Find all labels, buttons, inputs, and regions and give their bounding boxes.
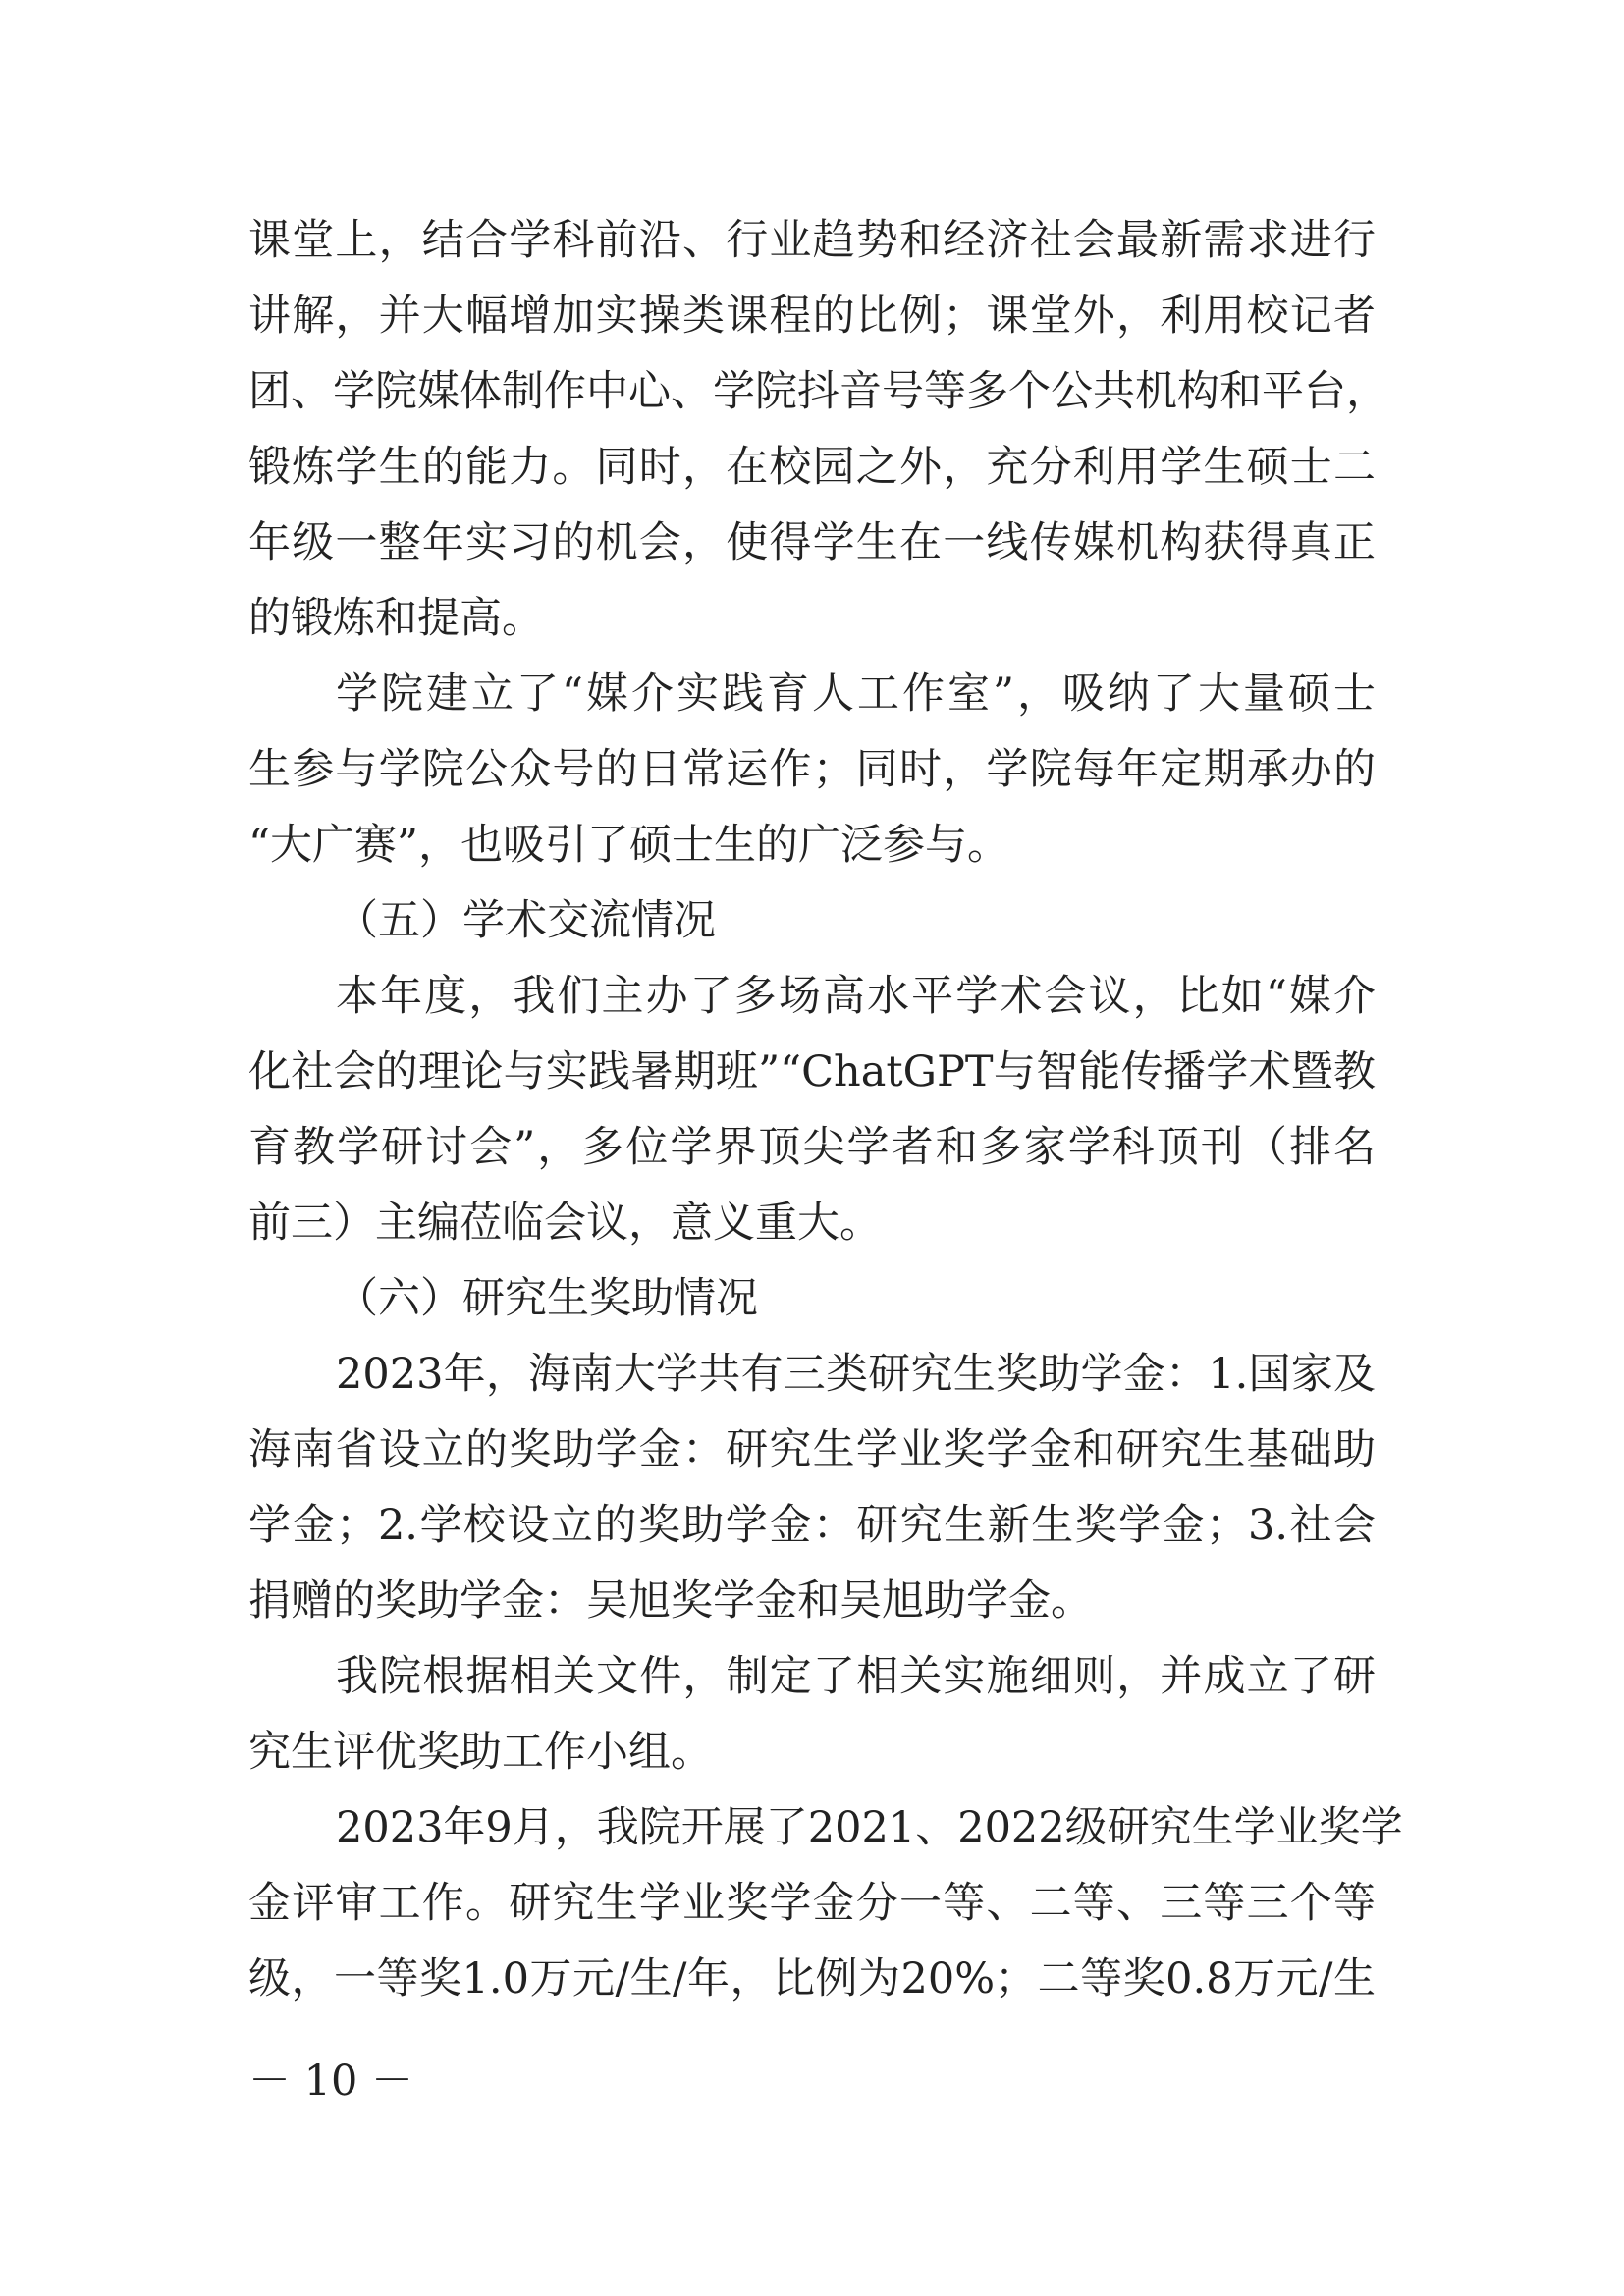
paragraph-3-line-4: 前三）主编莅临会议，意义重大。 (248, 1199, 882, 1248)
paragraph-1-line-5: 年级一整年实习的机会，使得学生在一线传媒机构获得真正 (248, 518, 1376, 567)
section-heading-5: （五）学术交流情况 (336, 896, 716, 945)
paragraph-3-line-1: 本年度，我们主办了多场高水平学术会议，比如“媒介 (336, 972, 1376, 1021)
paragraph-3-line-3: 育教学研讨会”，多位学界顶尖学者和多家学科顶刊（排名 (248, 1123, 1376, 1172)
paragraph-1-line-6: 的锻炼和提高。 (248, 594, 544, 643)
paragraph-5-line-2: 究生评优奖助工作小组。 (248, 1728, 713, 1777)
paragraph-1-line-1: 课堂上，结合学科前沿、行业趋势和经济社会最新需求进行 (248, 216, 1376, 265)
paragraph-4-line-3: 学金；2.学校设立的奖助学金：研究生新生奖学金；3.社会 (248, 1501, 1376, 1550)
section-heading-6: （六）研究生奖助情况 (336, 1274, 758, 1323)
paragraph-4-line-4: 捐赠的奖助学金：吴旭奖学金和吴旭助学金。 (248, 1576, 1093, 1626)
paragraph-4-line-2: 海南省设立的奖助学金：研究生学业奖学金和研究生基础助 (248, 1425, 1376, 1474)
paragraph-1-line-2: 讲解，并大幅增加实操类课程的比例；课堂外，利用校记者 (248, 292, 1376, 341)
paragraph-1-line-4: 锻炼学生的能力。同时，在校园之外，充分利用学生硕士二 (248, 443, 1376, 492)
paragraph-2-line-3: “大广赛”，也吸引了硕士生的广泛参与。 (248, 821, 1009, 870)
paragraph-6-line-1: 2023年9月，我院开展了2021、2022级研究生学业奖学 (336, 1803, 1403, 1852)
paragraph-4-line-1: 2023年，海南大学共有三类研究生奖助学金：1.国家及 (336, 1350, 1376, 1399)
paragraph-6-line-3: 级，一等奖1.0万元/生/年，比例为20%；二等奖0.8万元/生 (248, 1954, 1376, 2003)
paragraph-5-line-1: 我院根据相关文件，制定了相关实施细则，并成立了研 (336, 1652, 1376, 1701)
paragraph-2-line-1: 学院建立了“媒介实践育人工作室”，吸纳了大量硕士 (336, 669, 1376, 719)
paragraph-3-line-2: 化社会的理论与实践暑期班”“ChatGPT与智能传播学术暨教 (248, 1047, 1376, 1096)
paragraph-2-line-2: 生参与学院公众号的日常运作；同时，学院每年定期承办的 (248, 745, 1376, 794)
paragraph-6-line-2: 金评审工作。研究生学业奖学金分一等、二等、三等三个等 (248, 1879, 1376, 1928)
paragraph-1-line-3: 团、学院媒体制作中心、学院抖音号等多个公共机构和平台， (248, 367, 1388, 416)
page-number: － 10 － (248, 2056, 414, 2106)
